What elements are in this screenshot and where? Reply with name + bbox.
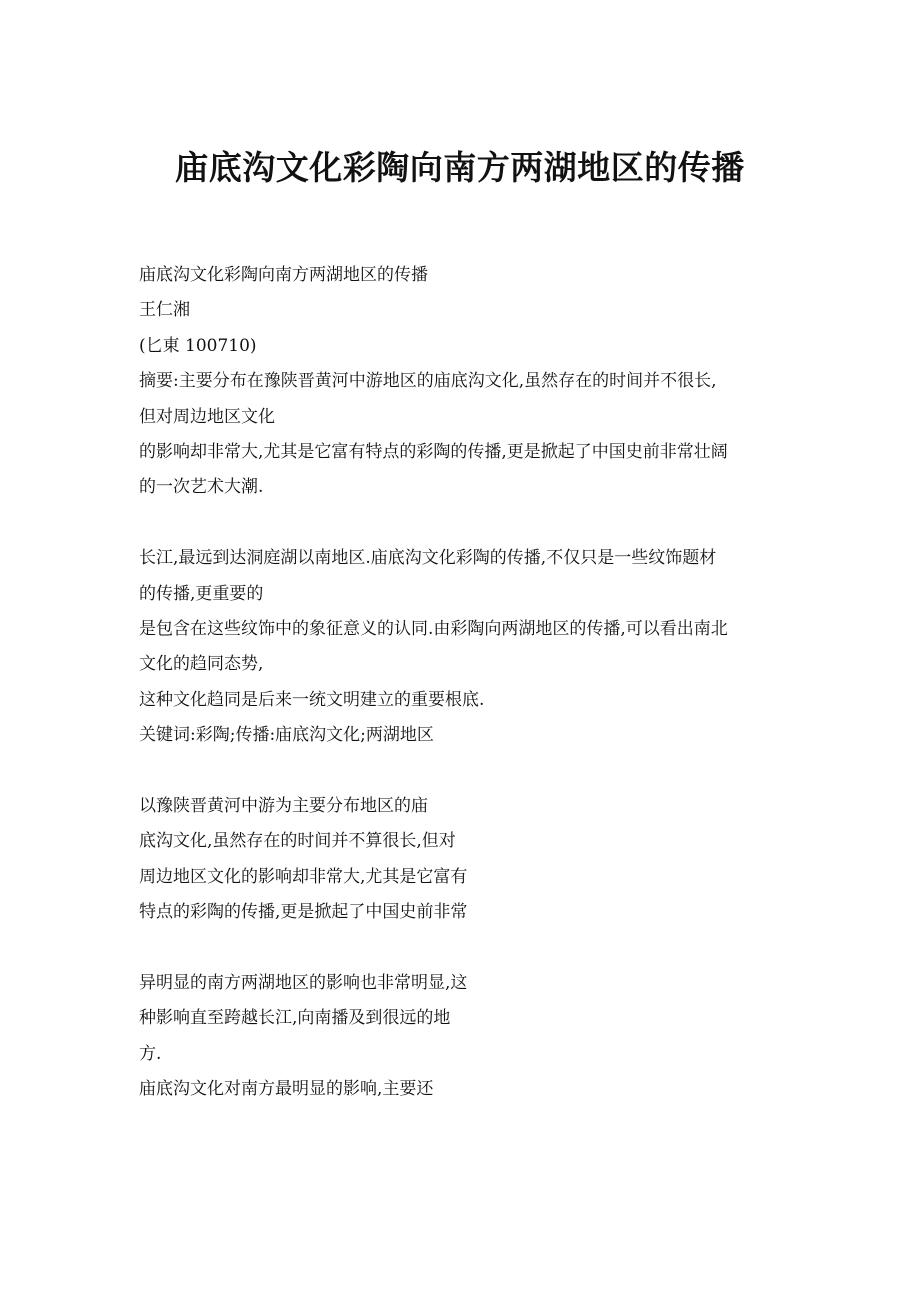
- body-line: 周边地区文化的影响却非常大,尤其是它富有: [139, 866, 468, 887]
- body-line: 异明显的南方两湖地区的影响也非常明显,这: [139, 972, 468, 993]
- body-line: 以豫陕晋黄河中游为主要分布地区的庙: [139, 795, 428, 816]
- author-line: 王仁湘: [139, 300, 190, 321]
- body-line: 种影响直至跨越长江,向南播及到很远的地: [139, 1008, 451, 1029]
- abstract-line: 文化的趋同态势,: [139, 654, 264, 675]
- paragraph-gap: [139, 753, 799, 788]
- body-line: 方.: [139, 1043, 162, 1064]
- abstract-line: 的传播,更重要的: [139, 583, 264, 604]
- body-line: 庙底沟文化对南方最明显的影响,主要还: [139, 1078, 434, 1099]
- document-title: 庙底沟文化彩陶向南方两湖地区的传播: [175, 148, 745, 187]
- abstract-line: 的影响却非常大,尤其是它富有特点的彩陶的传播,更是掀起了中国史前非常壮阔: [139, 441, 728, 462]
- paragraph-gap: [139, 506, 799, 541]
- abstract-line: 是包含在这些纹饰中的象征意义的认同.由彩陶向两湖地区的传播,可以看出南北: [139, 618, 728, 639]
- document-body: [139, 258, 799, 1107]
- affiliation-line: (匕東 100710): [139, 335, 257, 356]
- abstract-line: 但对周边地区文化: [139, 406, 275, 427]
- abstract-line: 的一次艺术大潮.: [139, 477, 264, 498]
- abstract-line: 长江,最远到达洞庭湖以南地区.庙底沟文化彩陶的传播,不仅只是一些纹饰题材: [139, 548, 717, 569]
- body-line: 特点的彩陶的传播,更是掀起了中国史前非常: [139, 902, 468, 923]
- abstract-line: 这种文化趋同是后来一统文明建立的重要根底.: [139, 689, 485, 710]
- abstract-line: 摘要:主要分布在豫陕晋黄河中游地区的庙底沟文化,虽然存在的时间并不很长,: [139, 371, 717, 392]
- text-line: 庙底沟文化彩陶向南方两湖地区的传播: [139, 265, 428, 285]
- body-line: 底沟文化,虽然存在的时间并不算很长,但对: [139, 831, 456, 852]
- keywords-line: 关键词:彩陶;传播:庙底沟文化;两湖地区: [139, 725, 434, 746]
- paragraph-gap: [139, 930, 799, 965]
